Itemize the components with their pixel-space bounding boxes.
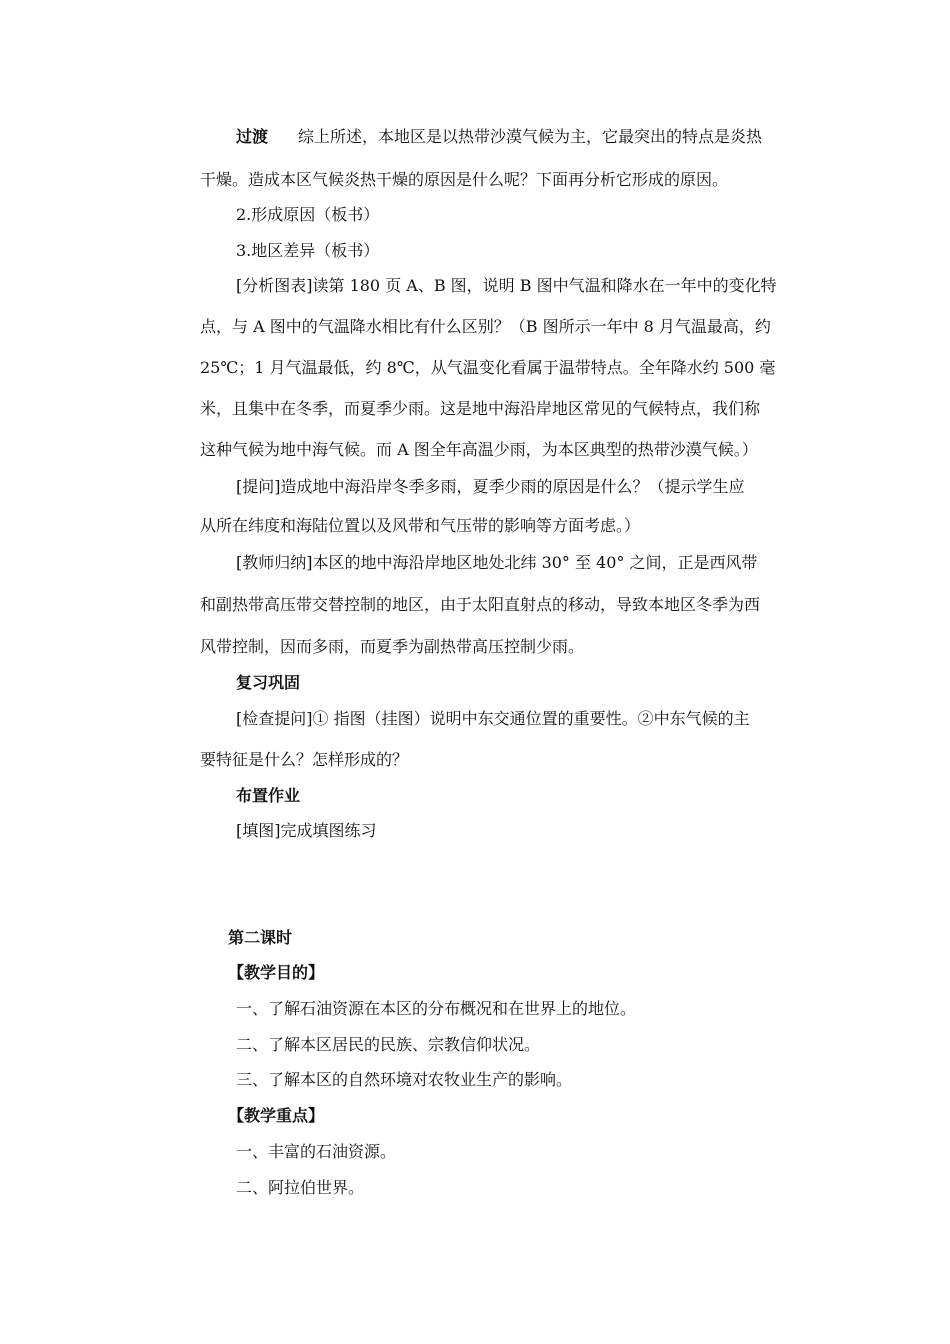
focus-item: 一、丰富的石油资源。 bbox=[236, 1142, 397, 1161]
summary-line-2: 和副热带高压带交替控制的地区，由于太阳直射点的移动，导致本地区冬季为西 bbox=[200, 595, 761, 614]
summary-line-1: [教师归纳]本区的地中海沿岸地区地处北纬 30° 至 40° 之间，正是西风带 bbox=[236, 553, 758, 572]
analysis-line-4: 米，且集中在冬季，而夏季少雨。这是地中海沿岸地区常见的气候特点，我们称 bbox=[200, 399, 761, 418]
review-heading: 复习巩固 bbox=[236, 673, 301, 692]
transition-text: 综上所述，本地区是以热带沙漠气候为主，它最突出的特点是炎热 bbox=[298, 127, 763, 146]
lesson-title: 第二课时 bbox=[228, 928, 293, 947]
homework-heading: 布置作业 bbox=[236, 786, 301, 805]
summary-line-3: 风带控制，因而多雨，而夏季为副热带高压控制少雨。 bbox=[200, 637, 585, 656]
transition-paragraph-line-2: 干燥。造成本区气候炎热干燥的原因是什么呢？下面再分析它形成的原因。 bbox=[200, 170, 729, 189]
transition-paragraph-line-1 bbox=[236, 126, 836, 148]
goal-item: 三、了解本区的自然环境对农牧业生产的影响。 bbox=[236, 1070, 573, 1089]
item-formation-causes: 2.形成原因（板书） bbox=[236, 205, 380, 224]
focus-item: 二、阿拉伯世界。 bbox=[236, 1178, 365, 1197]
review-line-1: [检查提问]① 指图（挂图）说明中东交通位置的重要性。②中东气候的主 bbox=[236, 709, 750, 728]
goals-heading: 【教学目的】 bbox=[228, 963, 325, 982]
goal-item: 二、了解本区居民的民族、宗教信仰状况。 bbox=[236, 1035, 541, 1054]
item-regional-differences: 3.地区差异（板书） bbox=[236, 241, 380, 260]
focus-heading: 【教学重点】 bbox=[228, 1106, 325, 1125]
analysis-line-3: 25℃；1 月气温最低，约 8℃，从气温变化看属于温带特点。全年降水约 500 毫 bbox=[200, 358, 776, 377]
question-line-2: 从所在纬度和海陆位置以及风带和气压带的影响等方面考虑。） bbox=[200, 516, 641, 535]
goal-item: 一、了解石油资源在本区的分布概况和在世界上的地位。 bbox=[236, 999, 637, 1018]
transition-label: 过渡 bbox=[236, 127, 269, 146]
analysis-line-5: 这种气候为地中海气候。而 A 图全年高温少雨，为本区典型的热带沙漠气候。） bbox=[200, 440, 758, 459]
analysis-line-1: [分析图表]读第 180 页 A、B 图，说明 B 图中气温和降水在一年中的变化特 bbox=[236, 276, 777, 295]
homework-line-1: [填图]完成填图练习 bbox=[236, 821, 377, 840]
review-line-2: 要特征是什么？怎样形成的？ bbox=[200, 750, 409, 769]
question-line-1: [提问]造成地中海沿岸冬季多雨，夏季少雨的原因是什么？（提示学生应 bbox=[236, 477, 745, 496]
analysis-line-2: 点，与 A 图中的气温降水相比有什么区别？（B 图所示一年中 8 月气温最高，约 bbox=[200, 317, 771, 336]
